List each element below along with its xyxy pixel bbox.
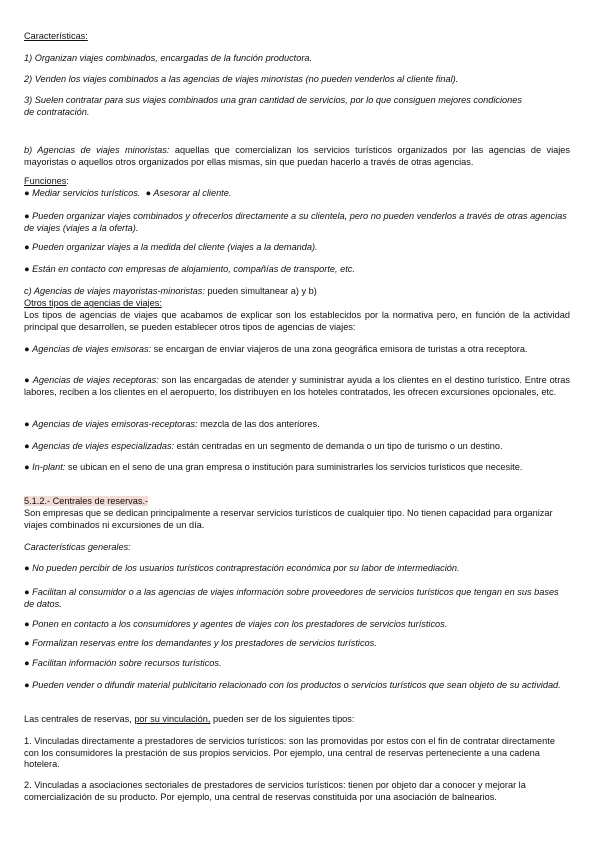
bullet-icon: ● bbox=[24, 619, 30, 629]
bullet-icon: ● bbox=[24, 375, 30, 385]
funciones-item-0: ● Mediar servicios turísticos. ● Asesorar al cliente. bbox=[24, 188, 232, 198]
otros-tipos-intro: Los tipos de agencias de viajes que acabamos de explicar son los establecidos por la normativa pero, en función de la actividad principal que desarrollen, se pueden establecer otros tipos de agencias de viajes: bbox=[24, 310, 570, 332]
bullet-icon: ● bbox=[24, 211, 30, 221]
centrales-item-3: ● Ponen en contacto a los consumidores y agentes de viajes con los prestadores de servicios turísticos. bbox=[24, 619, 448, 629]
centrales-item-4: ● Formalizan reservas entre los demandantes y los prestadores de servicios turísticos. bbox=[24, 638, 377, 648]
bullet-icon: ● bbox=[24, 680, 30, 690]
otros-tipos-item-especializadas: ● Agencias de viajes especializadas: están centradas en un segmento de demanda o un tipo de turismo o un destino. bbox=[24, 441, 503, 451]
funciones-heading: Funciones: bbox=[24, 176, 69, 186]
caracteristicas-heading: Características: bbox=[24, 31, 88, 41]
funciones-item-1: ● Pueden organizar viajes combinados y ofrecerlos directamente a su clientela, pero no pueden venderlos a través de otras agencias de viajes (viajes a la oferta). bbox=[24, 211, 567, 233]
bullet-icon: ● bbox=[24, 563, 30, 573]
bullet-icon: ● bbox=[24, 419, 30, 429]
caracteristica-2: 2) Venden los viajes combinados a las agencias de viajes minoristas (no pueden venderlos al cliente final). bbox=[24, 74, 459, 84]
minoristas-text: aquellas que comercializan los servicios turísticos organizados por las agencias de viajes mayoristas o aquellos otros organizados por ellas mismas, sin que puedan hacerlo a través de otras agencias. bbox=[24, 145, 570, 167]
minoristas-term: b) Agencias de viajes minoristas: bbox=[24, 145, 170, 155]
otros-tipos-item-emisoras-receptoras: ● Agencias de viajes emisoras-receptoras: mezcla de las dos anteriores. bbox=[24, 419, 320, 429]
funciones-item-3: ● Están en contacto con empresas de alojamiento, compañías de transporte, etc. bbox=[24, 264, 355, 274]
centrales-item-2: ● Facilitan al consumidor o a las agencias de viajes información sobre proveedores de servicios turísticos que tengan en sus bases de datos. bbox=[24, 587, 559, 609]
centrales-caracteristicas-heading: Características generales: bbox=[24, 542, 131, 552]
centrales-item-5: ● Facilitan información sobre recursos turísticos. bbox=[24, 658, 222, 668]
bullet-icon: ● bbox=[24, 344, 30, 354]
centrales-tipos-intro: Las centrales de reservas, por su vinculación, pueden ser de los siguientes tipos: bbox=[24, 714, 355, 724]
caracteristica-3: 3) Suelen contratar para sus viajes combinados una gran cantidad de servicios, por lo que consiguen mejores condiciones de contratación. bbox=[24, 95, 522, 117]
centrales-intro: Son empresas que se dedican principalmente a reservar servicios turísticos de cualquier tipo. No tienen capacidad para organizar viajes combinados ni excursiones de un día. bbox=[24, 508, 553, 530]
bullet-icon: ● bbox=[24, 441, 30, 451]
bullet-icon: ● bbox=[145, 188, 152, 198]
otros-tipos-item-emisoras: ● Agencias de viajes emisoras: se encargan de enviar viajeros de una zona geográfica emisora de turistas a otra receptora. bbox=[24, 344, 528, 354]
otros-tipos-item-receptoras: ● Agencias de viajes receptoras: son las encargadas de atender y suministrar ayuda a los clientes en el destino turístico. Entre otras labores, reciben a los clientes en el aeropuerto, los distribuyen en los hoteles contratados, les ofrecen excursiones opcionales, etc. bbox=[24, 375, 570, 397]
caracteristica-1: 1) Organizan viajes combinados, encargadas de la función productora. bbox=[24, 53, 313, 63]
bullet-icon: ● bbox=[24, 188, 30, 198]
bullet-icon: ● bbox=[24, 658, 30, 668]
otros-tipos-heading: Otros tipos de agencias de viajes: bbox=[24, 298, 162, 308]
bullet-icon: ● bbox=[24, 264, 30, 274]
centrales-tipo-1: 1. Vinculadas directamente a prestadores de servicios turísticos: son las promovidas por estos con el fin de contratar directamente con los consumidores la prestación de sus propios servicios. Por ejemplo, una central de reservas perteneciente a una cadena hotelera. bbox=[24, 736, 555, 770]
centrales-item-1: ● No pueden percibir de los usuarios turísticos contraprestación económica por su labor de intermediación. bbox=[24, 563, 460, 573]
bullet-icon: ● bbox=[24, 587, 30, 597]
centrales-tipo-2: 2. Vinculadas a asociaciones sectoriales de prestadores de servicios turísticos: tienen por objeto dar a conocer y mejorar la comercialización de su producto. Por ejemplo, una central de reservas constituida por una asociación de balnearios. bbox=[24, 780, 526, 802]
minoristas-paragraph bbox=[24, 145, 570, 168]
bullet-icon: ● bbox=[24, 242, 30, 252]
funciones-item-2: ● Pueden organizar viajes a la medida del cliente (viajes a la demanda). bbox=[24, 242, 318, 252]
otros-tipos-item-in-plant: ● In-plant: se ubican en el seno de una gran empresa o institución para suministrarles los servicios turísticos que necesite. bbox=[24, 462, 523, 472]
mayoristas-minoristas-paragraph: c) Agencias de viajes mayoristas-minoristas: pueden simultanear a) y b) bbox=[24, 286, 317, 296]
centrales-item-6: ● Pueden vender o difundir material publicitario relacionado con los productos o servicios turísticos que sean objeto de su actividad. bbox=[24, 680, 561, 690]
centrales-heading: 5.1.2.- Centrales de reservas.- bbox=[24, 496, 149, 506]
bullet-icon: ● bbox=[24, 462, 30, 472]
bullet-icon: ● bbox=[24, 638, 30, 648]
